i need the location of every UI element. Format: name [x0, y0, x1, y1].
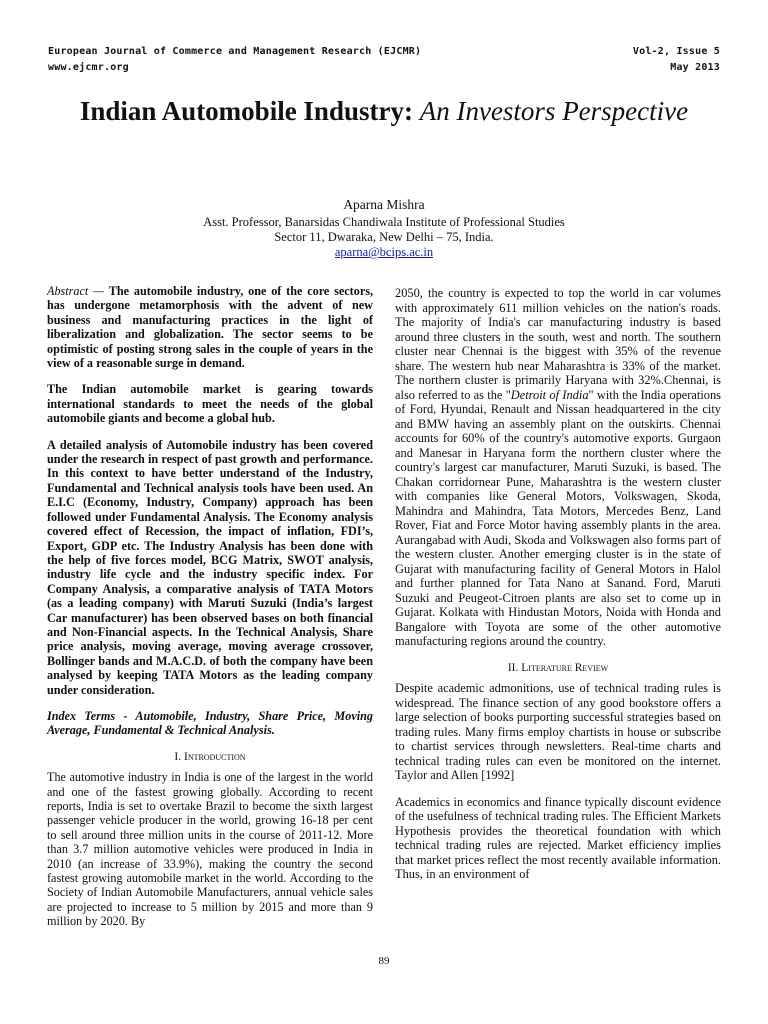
abstract-p1 [47, 284, 373, 370]
title-main: Indian Automobile Industry: [79, 96, 413, 126]
author-address: Sector 11, Dwaraka, New Delhi – 75, India. [274, 230, 494, 244]
title-sub: An Investors Perspective [419, 96, 689, 126]
abstract-text-1: The automobile industry, one of the core sectors, has undergone metamorphosis with the advent of new business and manufacturing practices in the light of liberalization and globalization. The sector seems to be optimistic of posting strong sales in the couple of years in the view of a reasonable surge in demand. [47, 284, 374, 371]
author-name: Aparna Mishra [343, 197, 425, 212]
page-number: 89 [378, 955, 390, 967]
clusters-paragraph [395, 286, 721, 649]
author-email-link[interactable]: aparna@bcips.ac.in [334, 245, 434, 259]
journal-subheader [48, 62, 720, 73]
author-affiliation: Asst. Professor, Banarsidas Chandiwala Institute of Professional Studies [203, 215, 565, 229]
detroit-of-india: Detroit of India [510, 387, 589, 402]
literature-paragraph-1: Despite academic admonitions, use of technical trading rules is widespread. The finance section of any good bookstore offers a large selection of books purporting successful strategies based on trading rules. Many firms employ chartists in house or subscribe to chartist services through newsletters. Real-time charts and technical trading rules can even be monitored on the internet. Taylor and Allen [1992] [395, 681, 721, 782]
journal-header [48, 46, 720, 57]
journal-name: European Journal of Commerce and Management Research (EJCMR) [48, 46, 422, 57]
section-heading-literature-review: II. Literature Review [507, 661, 609, 674]
clusters-text-a: 2050, the country is expected to top the world in car volumes with approximately 611 million vehicles on the nation's roads. The majority of India's car manufacturing industry is based around three clusters in the south, west and north. The southern cluster near Chennai is the biggest with 35% of the revenue share. The western hub near Maharashtra is 33% of the market. The northern cluster is primarily Haryana with 32%.Chennai, is also referred to as the " [395, 286, 721, 402]
index-terms: Index Terms - Automobile, Industry, Share Price, Moving Average, Fundamental & Technical Analysis. [47, 708, 373, 738]
literature-paragraph-2: Academics in economics and finance typically discount evidence of the usefulness of technical trading rules. The Efficient Markets Hypothesis provides the theoretical foundation with which technical trading rules are rejected. Market efficiency implies that market prices reflect the most recently available information. Thus, in an environment of [395, 794, 721, 881]
journal-website[interactable]: www.ejcmr.org [48, 62, 129, 73]
left-column [47, 284, 373, 941]
introduction-text: The automotive industry in India is one of the largest in the world and one of the fastest growing globally. According to recent reports, India is set to overtake Brazil to become the sixth largest passenger vehicle producer in the world, growing 16-18 per cent to sell around three million units in the course of 2011-12. More than 3.7 million automotive vehicles were produced in India in 2010 (an increase of 33.9%), making the country the second fastest growing automobile market in the world. According to the Society of Indian Automobile Manufacturers, annual vehicle sales are projected to increase to 5 million by 2015 and more than 9 million by 2020. By [47, 770, 373, 929]
section-heading-introduction: I. Introduction [174, 750, 246, 763]
volume-issue: Vol-2, Issue 5 [632, 46, 720, 57]
abstract-p3: A detailed analysis of Automobile industry has been covered under the research in respect of past growth and performance. In this context to have better understand of the Industry, Fundamental and Technical analysis tools have been used. An E.I.C (Economy, Industry, Company) approach has been followed under Fundamental Analysis. The Economy analysis covered effect of Recession, the impact of inflation, FDI’s, Export, GDP etc. The Industry Analysis has been done with the help of five forces model, BCG Matrix, SWOT analysis, industry life cycle and the industry specific index. For Company Analysis, a comparative analysis of TATA Motors (as a leading company) with Maruti Suzuki (India’s largest Car manufacturer) has been observed bases on both financial and Non-Financial aspects. In the Technical Analysis, Share price analysis, moving average, moving average crossover, Bollinger bands and M.A.C.D. of both the company have been analysed by keeping TATA Motors as the leading company under consideration. [47, 437, 373, 697]
right-column [395, 286, 721, 894]
abstract-p2: The Indian automobile market is gearing towards international standards to meet the needs of the global automobile giants and become a global hub. [47, 382, 373, 426]
paper-title [60, 94, 708, 129]
clusters-text-b: " with the India operations of Ford, Hyundai, Renault and Nissan headquartered in the city and BMW having an assembly plant on the outskirts. Chennai accounts for 60% of the country's automotive exports. Gurgaon and Manesar in Haryana form the northern cluster where the country's largest car manufacturer, Maruti Suzuki, is based. The Chakan corridornear Pune, Maharashtra is the western cluster with companies like General Motors, Volkswagen, Skoda, Mahindra and Mahindra, Tata Motors, Mercedes Benz, Land Rover, Fiat and Force Motor having assembly plants in the area. Aurangabad with Audi, Skoda and Volkswagen also forms part of the western cluster. Another emerging cluster is in the state of Gujarat with manufacturing facility of General Motors in Halol and further planned for Tata Nano at Sanand. Ford, Maruti Suzuki and Peugeot-Citroen plants are also set to come up in Gujarat. Kolkata with Hindustan Motors, Noida with Honda and Bangalore with Toyota are some of the other automotive manufacturing regions around the country. [395, 387, 721, 648]
author-affiliation-block [0, 215, 768, 260]
abstract-label: Abstract — [47, 284, 104, 298]
publication-date: May 2013 [670, 62, 720, 73]
